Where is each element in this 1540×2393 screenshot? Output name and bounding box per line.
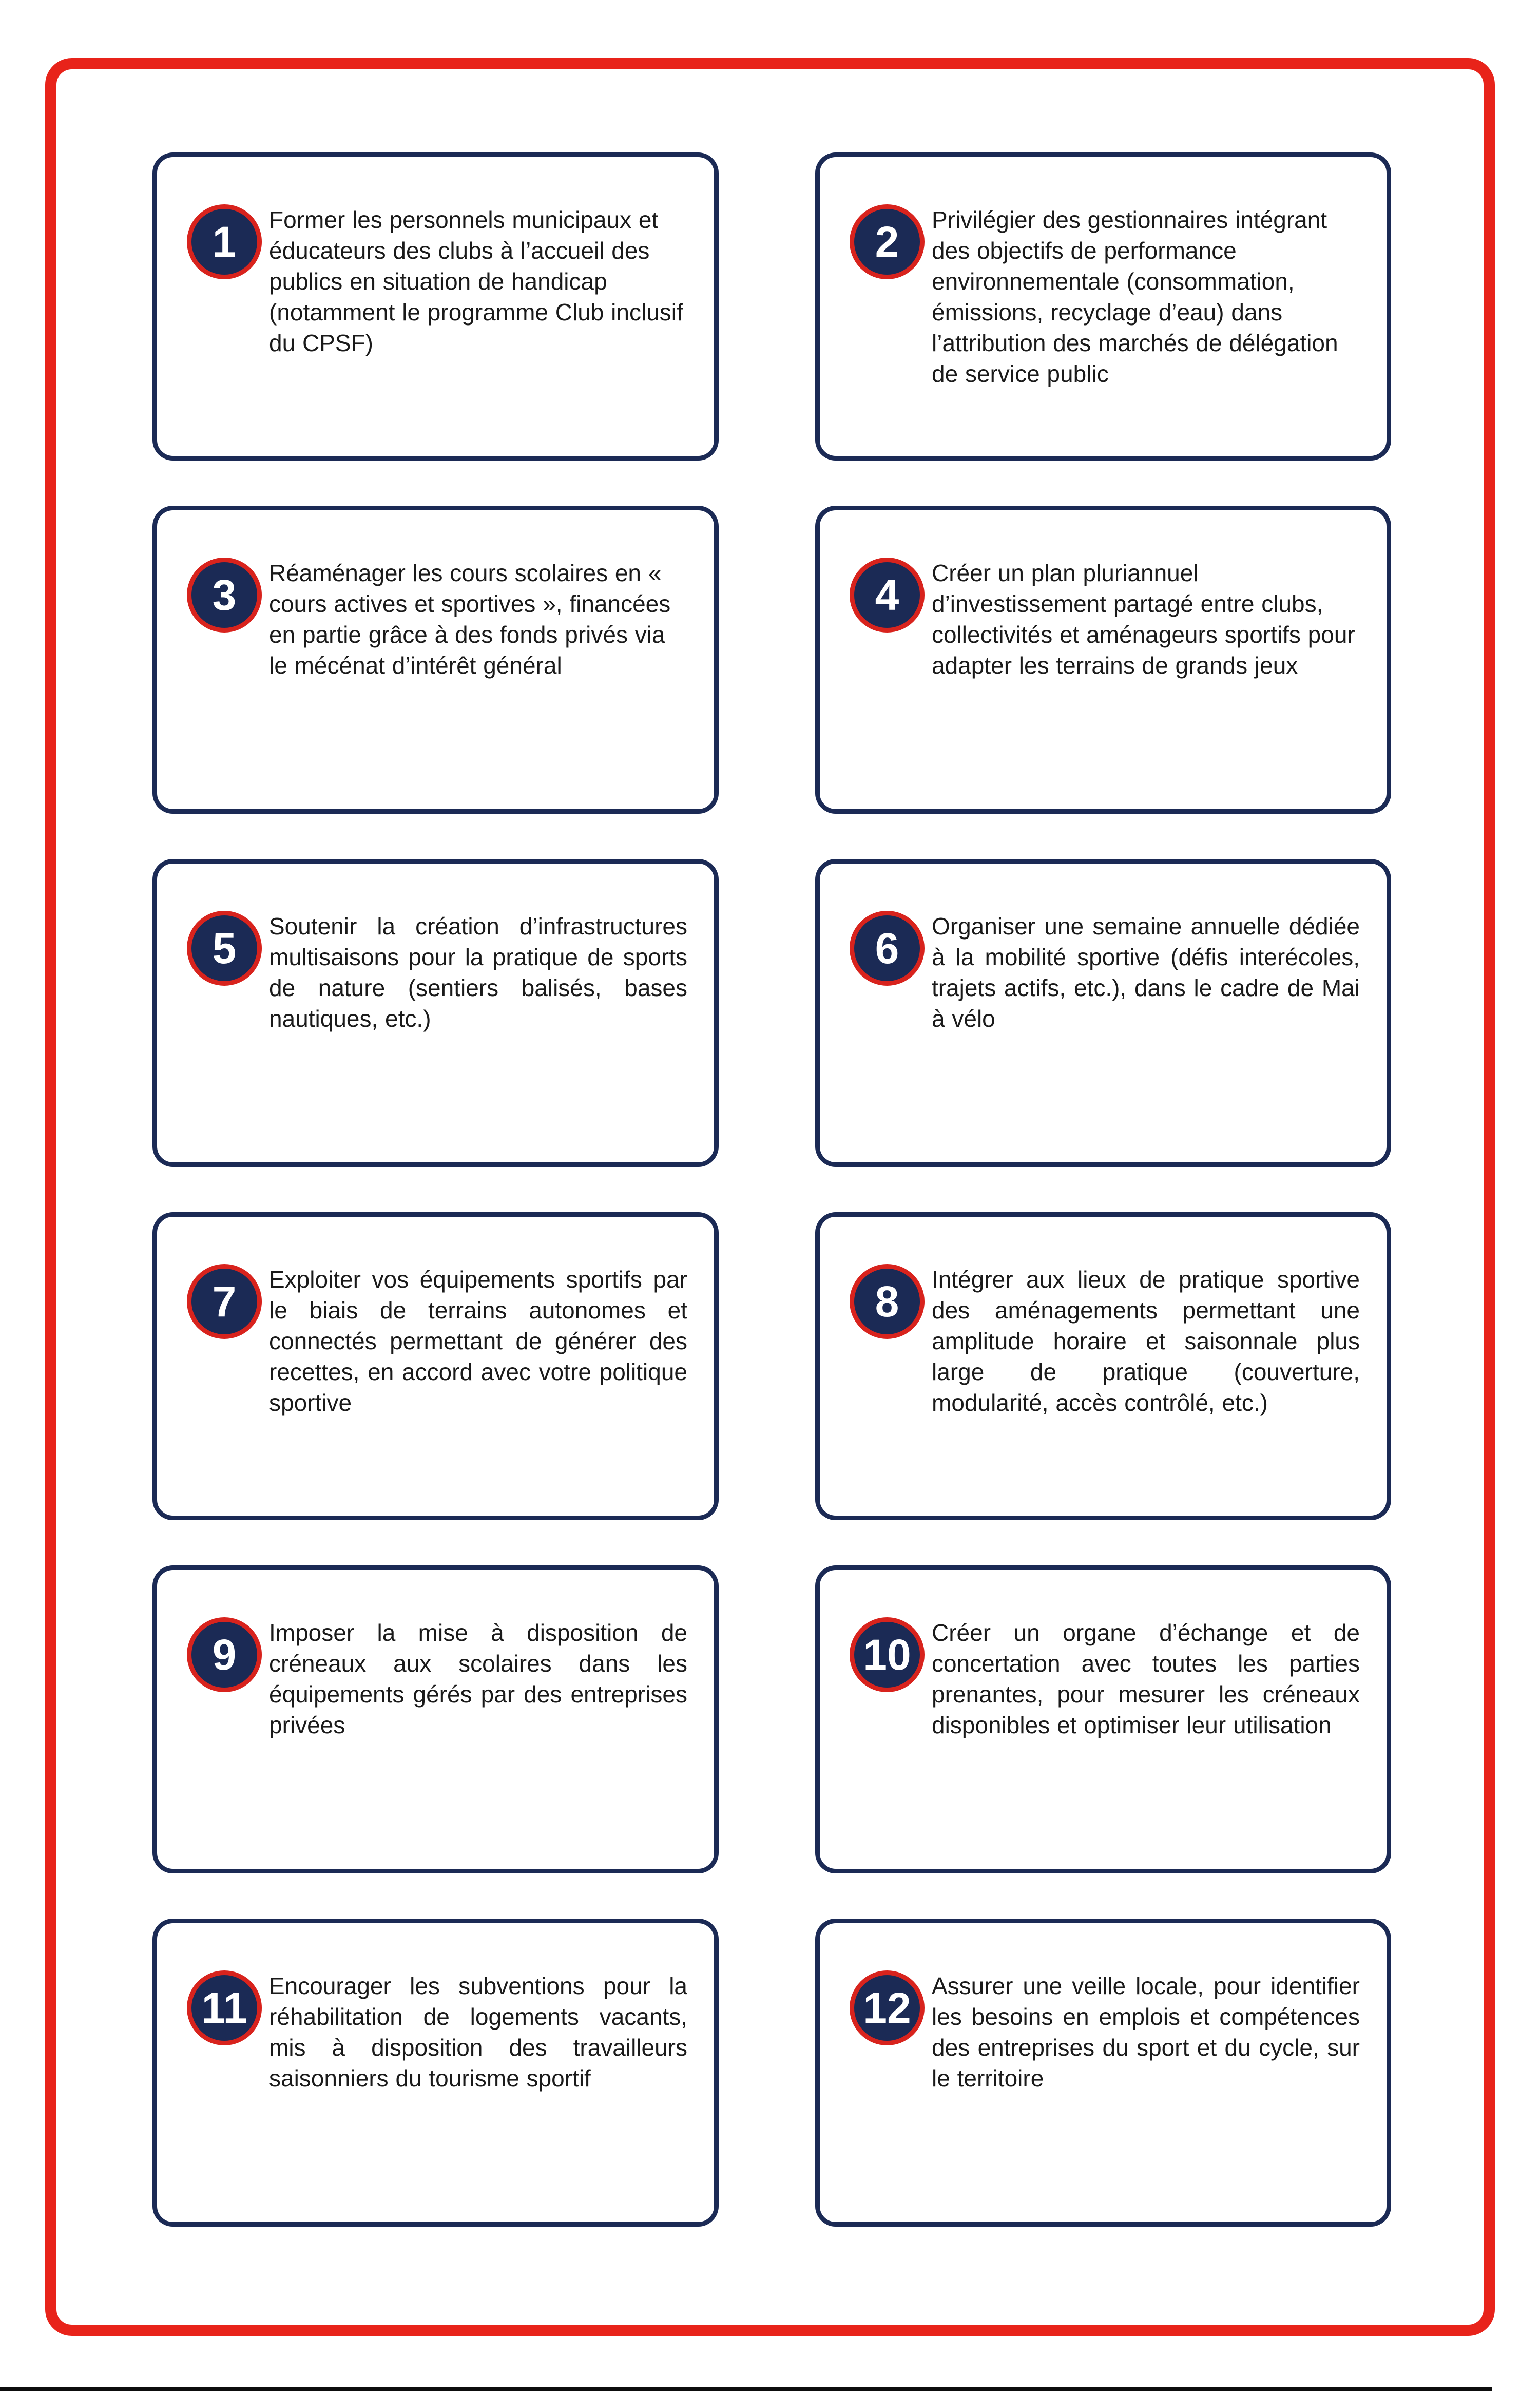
- card-text: Soutenir la création d’infrastructures multisaisons pour la pratique de sports de nature (sentiers balisés, bases nautiques, etc.): [269, 913, 687, 1032]
- bottom-rule: [0, 2387, 1492, 2391]
- card-text: Créer un plan pluriannuel d’investissement partagé entre clubs, collectivités et aménageurs sportifs pour adapter les terrains de grands jeux: [932, 560, 1355, 679]
- recommendation-card-9: [152, 1565, 719, 1873]
- card-text: Exploiter vos équipements sportifs par le biais de terrains autonomes et connectés permettant de générer des recettes, en accord avec votre politique sportive: [269, 1266, 687, 1416]
- number-badge: [187, 1970, 262, 2045]
- recommendation-card-8: [815, 1212, 1391, 1520]
- badge-number: 7: [212, 1277, 237, 1326]
- recommendation-card-1: [152, 152, 719, 461]
- number-badge: [850, 1264, 925, 1339]
- card-text: Réaménager les cours scolaires en « cours actives et sportives », financées en partie grâce à des fonds privés via le mécénat d’intérêt général: [269, 560, 671, 679]
- badge-number: 5: [212, 924, 237, 972]
- recommendation-card-6: [815, 859, 1391, 1167]
- badge-number: 11: [201, 1984, 247, 2032]
- card-text: Créer un organe d’échange et de concertation avec toutes les parties prenantes, pour mesurer les créneaux disponibles et optimiser leur utilisation: [932, 1619, 1360, 1738]
- number-badge: [850, 558, 925, 633]
- card-text: Organiser une semaine annuelle dédiée à la mobilité sportive (défis interécoles, trajets actifs, etc.), dans le cadre de Mai à vélo: [932, 913, 1360, 1032]
- badge-number: 2: [875, 218, 899, 266]
- number-badge: [850, 1617, 925, 1692]
- recommendation-card-4: [815, 506, 1391, 814]
- number-badge: [187, 1617, 262, 1692]
- badge-number: 9: [212, 1631, 237, 1679]
- badge-number: 4: [875, 571, 899, 619]
- recommendation-card-7: [152, 1212, 719, 1520]
- badge-number: 12: [863, 1984, 911, 2032]
- number-badge: [187, 558, 262, 633]
- badge-number: 3: [212, 571, 237, 619]
- number-badge: [850, 204, 925, 279]
- card-text: Imposer la mise à disposition de créneaux aux scolaires dans les équipements gérés par des entreprises privées: [269, 1619, 687, 1738]
- card-text: Intégrer aux lieux de pratique sportive des aménagements permettant une amplitude horaire et saisonnale plus large de pratique (couverture, modularité, accès contrôlé, etc.): [932, 1266, 1360, 1416]
- recommendation-card-12: [815, 1919, 1391, 2227]
- number-badge: [850, 1970, 925, 2045]
- recommendation-card-2: [815, 152, 1391, 461]
- recommendation-card-10: [815, 1565, 1391, 1873]
- badge-number: 6: [875, 924, 899, 972]
- card-text: Former les personnels municipaux et éducateurs des clubs à l’accueil des publics en situation de handicap (notamment le programme Club inclusif du CPSF): [269, 206, 683, 356]
- recommendation-card-3: [152, 506, 719, 814]
- number-badge: [187, 911, 262, 986]
- number-badge: [187, 204, 262, 279]
- number-badge: [850, 911, 925, 986]
- recommendation-card-5: [152, 859, 719, 1167]
- badge-number: 10: [863, 1631, 911, 1679]
- number-badge: [187, 1264, 262, 1339]
- badge-number: 8: [875, 1277, 899, 1326]
- badge-number: 1: [212, 218, 237, 266]
- recommendation-card-11: [152, 1919, 719, 2227]
- card-text: Encourager les subventions pour la réhabilitation de logements vacants, mis à disposition des travailleurs saisonniers du tourisme sportif: [269, 1973, 687, 2092]
- card-text: Privilégier des gestionnaires intégrant des objectifs de performance environnementale (consommation, émissions, recyclage d’eau) dans l’attribution des marchés de délégation de service public: [932, 206, 1338, 387]
- cards-grid: [152, 152, 1391, 2227]
- card-text: Assurer une veille locale, pour identifier les besoins en emplois et compétences des entreprises du sport et du cycle, sur le territoire: [932, 1973, 1360, 2092]
